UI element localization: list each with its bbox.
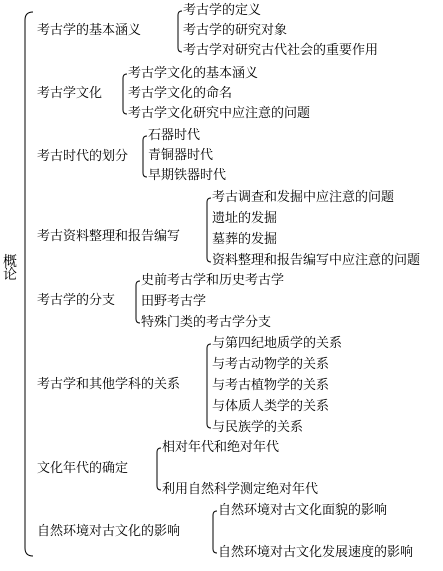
sub-bracket bbox=[213, 511, 217, 553]
section-item: 与考古植物学的关系 bbox=[212, 378, 330, 393]
sub-bracket bbox=[136, 281, 140, 323]
section-label: 考古学文化 bbox=[37, 86, 103, 101]
sub-bracket bbox=[143, 136, 147, 177]
section-item: 遗址的发掘 bbox=[212, 211, 278, 226]
section-label: 自然环境对古文化的影响 bbox=[37, 524, 181, 539]
sub-bracket bbox=[207, 344, 211, 428]
sub-bracket bbox=[123, 74, 127, 114]
section-item: 田野考古学 bbox=[141, 294, 207, 309]
section-item: 特殊门类的考古学分支 bbox=[141, 315, 272, 330]
section-item: 考古学的定义 bbox=[183, 3, 262, 18]
root-label-char-2: 论 bbox=[3, 267, 17, 283]
section-item: 利用自然科学测定绝对年代 bbox=[162, 482, 319, 497]
section-item: 史前考古学和历史考古学 bbox=[141, 273, 285, 288]
section-item: 石器时代 bbox=[148, 128, 201, 143]
section-item: 自然环境对古文化面貌的影响 bbox=[218, 503, 388, 518]
section-item: 考古学的研究对象 bbox=[183, 23, 288, 38]
section-item: 自然环境对古文化发展速度的影响 bbox=[218, 545, 414, 560]
section-item: 早期铁器时代 bbox=[148, 168, 227, 183]
section-item: 与第四纪地质学的关系 bbox=[212, 336, 343, 351]
section-item: 与民族学的关系 bbox=[212, 420, 304, 435]
section-label: 考古学和其他学科的关系 bbox=[37, 377, 181, 392]
section-item: 资料整理和报告编写中应注意的问题 bbox=[212, 253, 421, 268]
section-item: 与考古动物学的关系 bbox=[212, 357, 330, 372]
section-item: 与体质人类学的关系 bbox=[212, 399, 330, 414]
section-item: 考古学文化研究中应注意的问题 bbox=[128, 106, 311, 121]
section-item: 考古学文化的命名 bbox=[128, 86, 233, 101]
section-item: 青铜器时代 bbox=[148, 148, 214, 163]
section-label: 考古资料整理和报告编写 bbox=[37, 229, 181, 244]
sub-bracket bbox=[157, 448, 161, 490]
sub-bracket bbox=[207, 198, 211, 262]
main-bracket bbox=[25, 12, 33, 556]
root-label-char-1: 概 bbox=[3, 254, 17, 270]
section-label: 考古学的分支 bbox=[37, 293, 116, 308]
section-item: 墓葬的发掘 bbox=[212, 232, 278, 247]
section-label: 文化年代的确定 bbox=[37, 461, 129, 476]
section-item: 考古调查和发掘中应注意的问题 bbox=[212, 190, 395, 205]
section-item: 相对年代和绝对年代 bbox=[162, 440, 280, 455]
section-item: 考古学对研究古代社会的重要作用 bbox=[183, 43, 379, 58]
sub-bracket bbox=[178, 11, 182, 52]
section-item: 考古学文化的基本涵义 bbox=[128, 66, 259, 81]
section-label: 考古时代的划分 bbox=[37, 149, 129, 164]
section-label: 考古学的基本涵义 bbox=[37, 23, 142, 38]
